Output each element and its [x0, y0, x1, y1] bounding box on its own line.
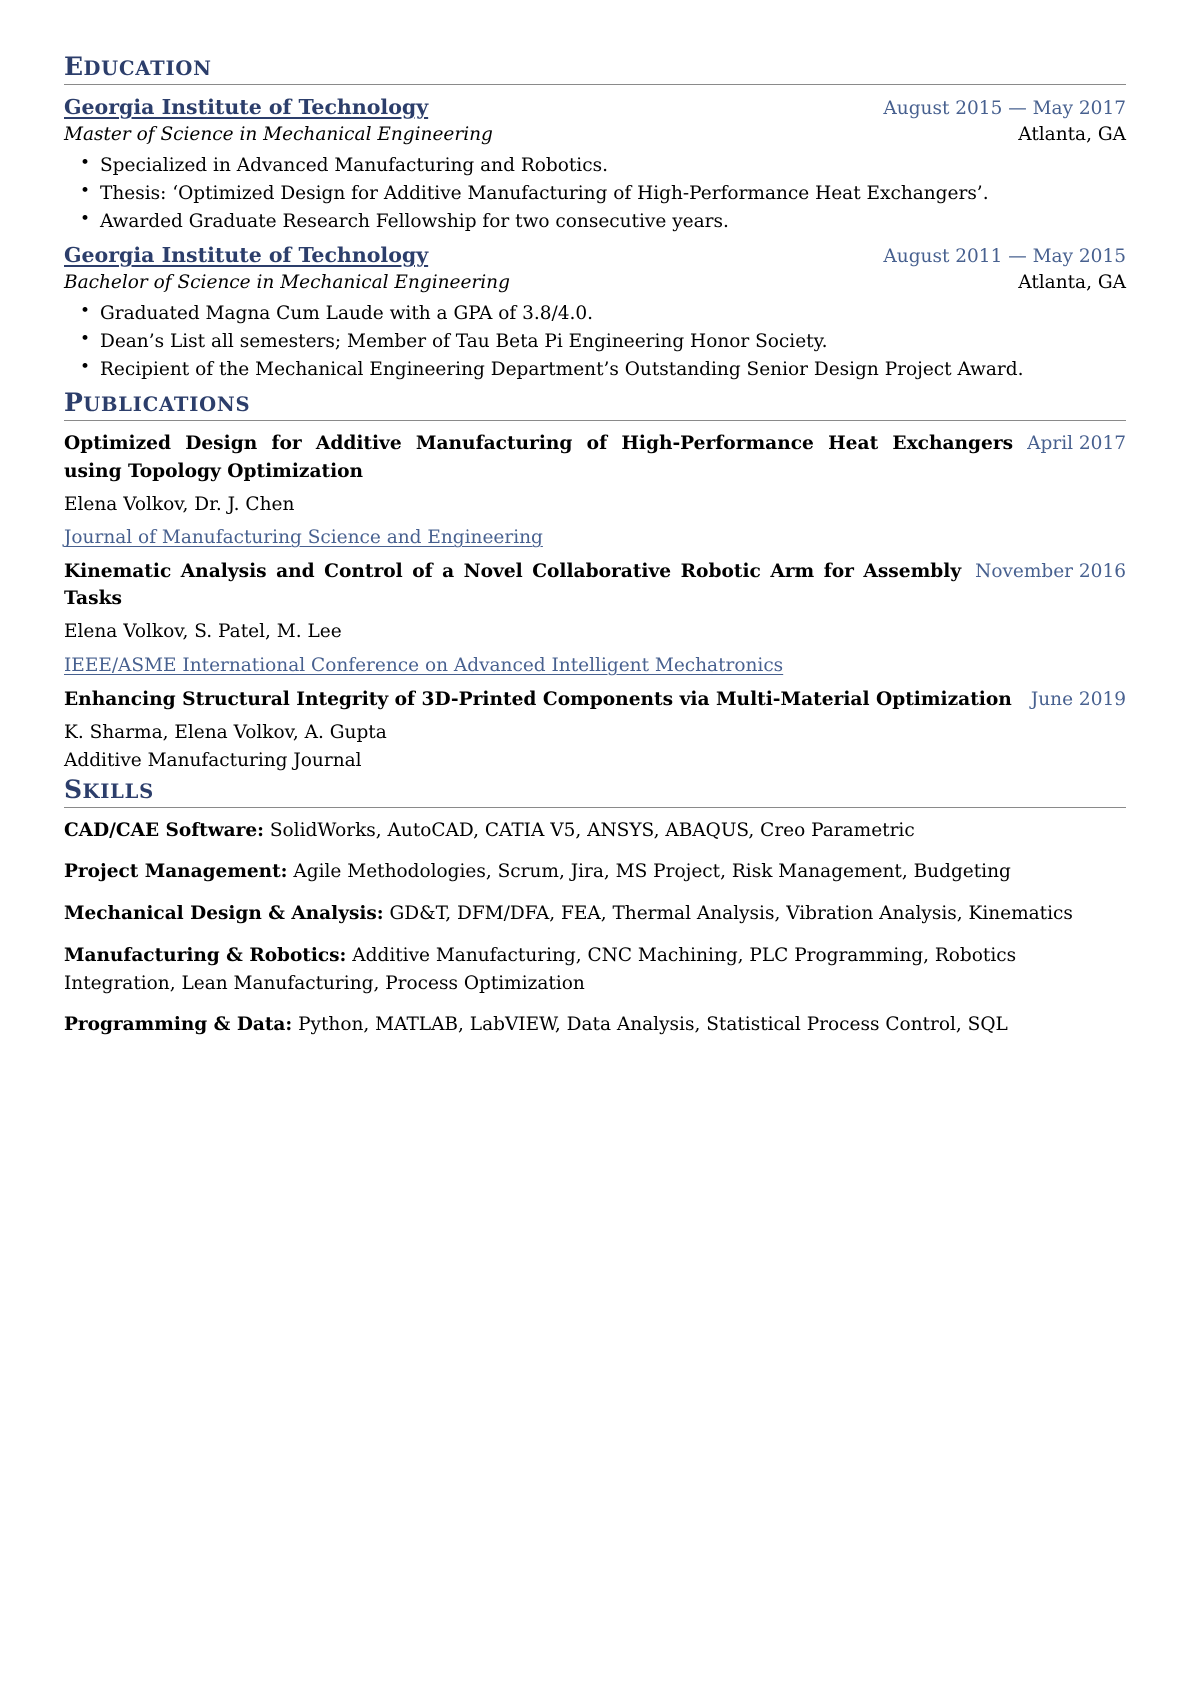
publication-item [64, 686, 1126, 775]
section-heading-skills [64, 774, 1126, 805]
education-date: August 2011 — May 2015 [883, 246, 1126, 268]
section-rule-skills [64, 807, 1126, 808]
education-entry-header [64, 242, 1126, 270]
section-rule-publications [64, 420, 1126, 421]
publication-title: Optimized Design for Additive Manufacturing of High-Performance Heat Exchangers using Topology Optimization [64, 433, 1014, 482]
education-location: Atlanta, GA [1018, 272, 1126, 294]
list-item: • Graduated Magna Cum Laude with a GPA of 3.8/4.0. [100, 300, 1126, 328]
section-heading-publications-rest: UBLICATIONS [83, 393, 251, 417]
list-item: • Recipient of the Mechanical Engineering Department’s Outstanding Senior Design Project Award. [100, 356, 1126, 384]
resume-content [64, 54, 1126, 1039]
publication-authors: Elena Volkov, Dr. J. Chen [64, 493, 295, 515]
section-heading-education [64, 54, 1126, 82]
publication-title: Kinematic Analysis and Control of a Novel Collaborative Robotic Arm for Assembly Tasks [64, 561, 962, 610]
skill-row [64, 1011, 1126, 1039]
education-institution[interactable]: Georgia Institute of Technology [64, 243, 429, 268]
education-institution[interactable]: Georgia Institute of Technology [64, 95, 429, 119]
education-entry [64, 94, 1126, 236]
publication-item [64, 558, 1126, 685]
section-heading-publications-initial: P [64, 388, 84, 418]
skill-row [64, 900, 1126, 928]
section-skills [64, 774, 1126, 1040]
education-degree: Bachelor of Science in Mechanical Engineering [64, 272, 510, 294]
education-entry-subheader [64, 122, 1126, 148]
skill-label: Programming & Data: [64, 1014, 293, 1036]
publication-date: November 2016 [975, 561, 1126, 583]
skill-values: Agile Methodologies, Scrum, Jira, MS Project, Risk Management, Budgeting [287, 861, 1011, 883]
section-heading-education-rest: DUCATION [83, 57, 212, 80]
skill-row [64, 858, 1126, 886]
publication-venue-link[interactable]: IEEE/ASME International Conference on Advanced Intelligent Mechatronics [64, 655, 784, 677]
publication-authors: Elena Volkov, S. Patel, M. Lee [64, 621, 342, 643]
publication-venue: Additive Manufacturing Journal [64, 749, 362, 771]
skill-row [64, 817, 1126, 845]
publication-venue-wrap [64, 747, 1126, 775]
education-bullet-list [64, 152, 1126, 236]
list-item: • Awarded Graduate Research Fellowship for two consecutive years. [100, 208, 1126, 236]
section-heading-skills-rest: KILLS [82, 779, 155, 803]
list-item: • Dean’s List all semesters; Member of Tau Beta Pi Engineering Honor Society. [100, 328, 1126, 356]
section-education [64, 54, 1126, 384]
education-location: Atlanta, GA [1018, 123, 1126, 145]
publication-date: June 2019 [1030, 688, 1126, 710]
education-bullet-list [64, 300, 1126, 384]
publication-authors: K. Sharma, Elena Volkov, A. Gupta [64, 722, 387, 744]
section-publications [64, 390, 1126, 774]
section-rule-education [64, 84, 1126, 85]
skill-values: Additive Manufacturing, CNC Machining, PLC Programming, Robotics Integration, Lean Manufacturing, Process Optimization [64, 944, 1017, 994]
publication-date: April 2017 [1027, 433, 1126, 455]
publication-title: Enhancing Structural Integrity of 3D-Printed Components via Multi-Material Optimization [64, 688, 1012, 710]
skill-values: Python, MATLAB, LabVIEW, Data Analysis, Statistical Process Control, SQL [292, 1014, 1008, 1036]
section-heading-publications [64, 390, 1126, 418]
publication-title-row [64, 558, 1126, 612]
skill-label: Manufacturing & Robotics: [64, 944, 347, 966]
education-degree: Master of Science in Mechanical Engineering [64, 123, 493, 145]
publication-venue-wrap [64, 518, 1126, 557]
skill-values: GD&T, DFM/DFA, FEA, Thermal Analysis, Vibration Analysis, Kinematics [383, 903, 1073, 925]
list-item: • Specialized in Advanced Manufacturing and Robotics. [100, 152, 1126, 180]
publication-venue-link[interactable]: Journal of Manufacturing Science and Engineering [64, 527, 543, 549]
publication-title-row [64, 686, 1126, 713]
skill-values: SolidWorks, AutoCAD, CATIA V5, ANSYS, ABAQUS, Creo Parametric [263, 819, 915, 841]
publication-title-row [64, 430, 1126, 484]
section-heading-education-initial: E [64, 52, 84, 81]
skill-row [64, 942, 1126, 998]
skill-label: Project Management: [64, 861, 288, 883]
publication-venue-wrap [64, 646, 1126, 685]
education-entry-header [64, 94, 1126, 122]
education-entry-subheader [64, 270, 1126, 296]
section-heading-skills-initial: S [64, 774, 83, 804]
list-item: • Thesis: ‘Optimized Design for Additive Manufacturing of High-Performance Heat Exchangers’. [100, 180, 1126, 208]
skill-label: CAD/CAE Software: [64, 819, 264, 841]
publication-item [64, 430, 1126, 557]
skill-label: Mechanical Design & Analysis: [64, 903, 384, 925]
education-date: August 2015 — May 2017 [883, 98, 1126, 119]
education-entry [64, 242, 1126, 384]
